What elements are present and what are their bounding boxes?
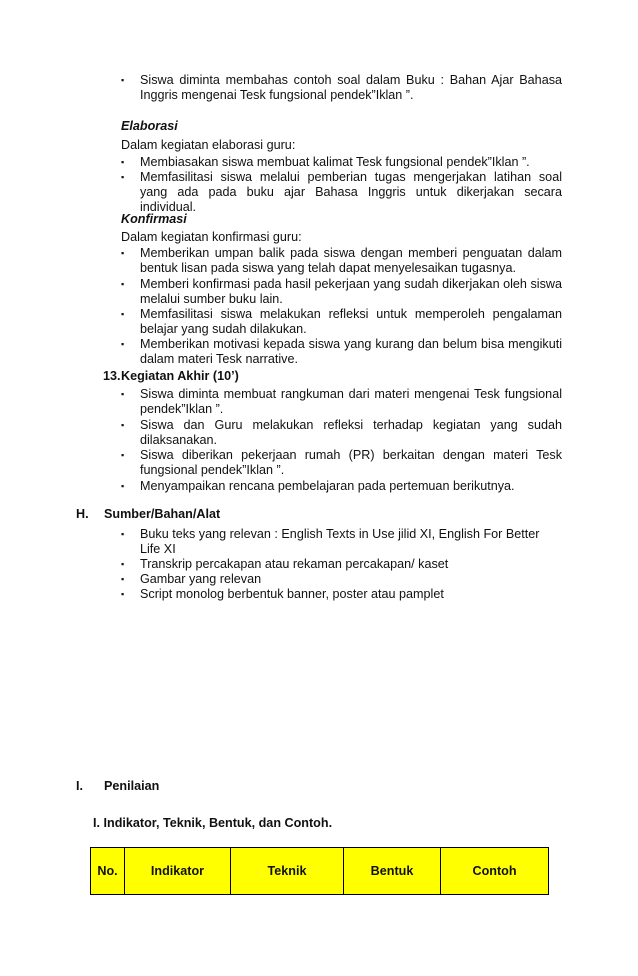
bullet-icon: ▪: [121, 389, 125, 399]
bullet-icon: ▪: [121, 574, 125, 584]
elaborasi-intro: Dalam kegiatan elaborasi guru:: [121, 138, 296, 152]
list-item-text: Membiasakan siswa membuat kalimat Tesk fungsional pendek”Iklan ”.: [140, 155, 530, 169]
list-item-text: Gambar yang relevan: [140, 572, 262, 586]
bullet-icon: ▪: [121, 450, 125, 460]
bullet-icon: ▪: [121, 75, 125, 85]
list-item-text: Siswa diberikan pekerjaan rumah (PR) berkaitan dengan materi Tesk fungsional pendek”Iklan ”.: [140, 448, 562, 478]
table-header-bentuk: Bentuk: [344, 848, 441, 895]
section-i-subtitle: I. Indikator, Teknik, Bentuk, dan Contoh.: [93, 816, 333, 830]
table-header-no: No.: [91, 848, 125, 895]
list-item: [121, 307, 562, 337]
table-header-row: [91, 848, 549, 895]
kegiatan-akhir-heading: Kegiatan Akhir (10’): [121, 369, 239, 383]
list-item-text: Memberikan umpan balik pada siswa dengan memberi penguatan dalam bentuk lisan pada siswa yang telah dapat menyelesaikan tugasnya.: [140, 246, 562, 276]
list-item-text: Memfasilitasi siswa melalui pemberian tugas mengerjakan latihan soal yang ada pada buku ajar Bahasa Inggris untuk dikerjakan secara individual.: [140, 170, 562, 215]
bullet-icon: ▪: [121, 529, 125, 539]
list-item: [121, 277, 562, 307]
indikator-table: [90, 847, 549, 895]
kegiatan-akhir-number: 13.: [103, 369, 121, 383]
list-item-text: Memberikan motivasi kepada siswa yang kurang dan belum bisa mengikuti dalam materi Tesk narrative.: [140, 337, 562, 367]
list-item-text: Memfasilitasi siswa melakukan refleksi untuk memperoleh pengalaman belajar yang sudah dilakukan.: [140, 307, 562, 337]
bullet-icon: ▪: [121, 248, 125, 258]
list-item: [121, 527, 562, 557]
bullet-icon: ▪: [121, 481, 125, 491]
list-item: [121, 557, 562, 572]
bullet-icon: ▪: [121, 279, 125, 289]
list-item-text: Menyampaikan rencana pembelajaran pada pertemuan berikutnya.: [140, 479, 515, 493]
table-header-indikator: Indikator: [125, 848, 231, 895]
bullet-icon: ▪: [121, 420, 125, 430]
section-h-letter: H.: [76, 507, 89, 521]
list-item-text: Siswa diminta membuat rangkuman dari materi mengenai Tesk fungsional pendek”Iklan ”.: [140, 387, 562, 417]
list-item: [121, 246, 562, 276]
bullet-icon: ▪: [121, 309, 125, 319]
bullet-icon: ▪: [121, 157, 125, 167]
section-i-letter: I.: [76, 779, 83, 793]
list-item-text: Transkrip percakapan atau rekaman percakapan/ kaset: [140, 557, 449, 571]
list-item: [121, 479, 562, 494]
list-item: [121, 387, 562, 417]
list-item: [121, 155, 562, 170]
list-item-text: Memberi konfirmasi pada hasil pekerjaan yang sudah dikerjakan oleh siswa melalui sumber buku lain.: [140, 277, 562, 307]
list-item: [121, 587, 562, 602]
list-item-text: Siswa diminta membahas contoh soal dalam Buku : Bahan Ajar Bahasa Inggris mengenai Tesk fungsional pendek”Iklan ”.: [140, 73, 562, 103]
bullet-icon: ▪: [121, 339, 125, 349]
list-item: [121, 337, 562, 367]
section-i-title: Penilaian: [104, 779, 160, 793]
list-item: [121, 73, 562, 103]
bullet-icon: ▪: [121, 559, 125, 569]
konfirmasi-heading: Konfirmasi: [121, 212, 187, 226]
list-item: [121, 572, 562, 587]
elaborasi-heading: Elaborasi: [121, 119, 178, 133]
table-header-teknik: Teknik: [231, 848, 344, 895]
list-item: [121, 170, 562, 216]
list-item-text: Script monolog berbentuk banner, poster atau pamplet: [140, 587, 444, 601]
section-h-title: Sumber/Bahan/Alat: [104, 507, 221, 521]
list-item: [121, 418, 562, 448]
bullet-icon: ▪: [121, 172, 125, 182]
list-item-text: Siswa dan Guru melakukan refleksi terhadap kegiatan yang sudah dilaksanakan.: [140, 418, 562, 448]
list-item: [121, 448, 562, 478]
list-item-text: Buku teks yang relevan : English Texts in Use jilid XI, English For Better Life XI: [140, 527, 540, 557]
konfirmasi-intro: Dalam kegiatan konfirmasi guru:: [121, 230, 302, 244]
table-header-contoh: Contoh: [441, 848, 549, 895]
bullet-icon: ▪: [121, 589, 125, 599]
